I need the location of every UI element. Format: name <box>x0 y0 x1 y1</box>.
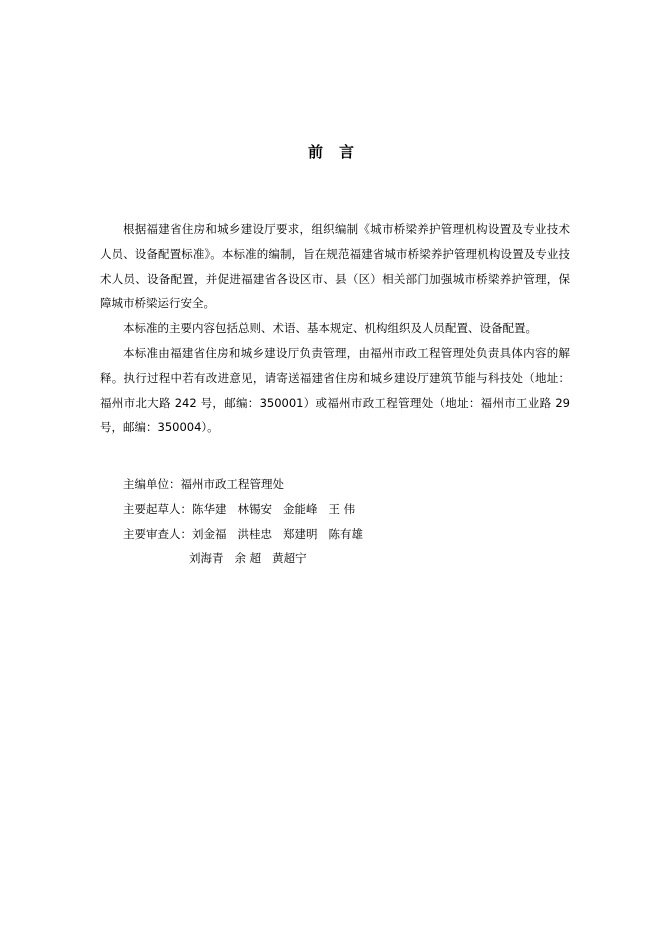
reviewer-name: 余 超 <box>234 551 262 566</box>
title-char-1: 前 <box>307 143 323 161</box>
reviewer-name: 陈有雄 <box>328 526 363 541</box>
title-char-2: 言 <box>339 143 355 161</box>
paragraph-1: 根据福建省住房和城乡建设厅要求，组织编制《城市桥梁养护管理机构设置及专业技术人员、设备配置标准》。本标准的编制，旨在规范福建省城市桥梁养护管理机构设置及专业技术人员、设备配置，并促进福建省各设区市、县（区）相关部门加强城市桥梁养护管理，保障城市桥梁运行安全。 <box>100 222 570 311</box>
preface-body <box>100 217 570 440</box>
reviewer-name: 郑建明 <box>283 526 318 541</box>
reviewer-name: 黄超宁 <box>272 551 307 566</box>
reviewer-name: 刘金福 <box>192 526 227 541</box>
drafter-name: 王 伟 <box>328 501 356 516</box>
reviewer-name: 刘海青 <box>189 551 224 566</box>
drafter-name: 金能峰 <box>283 501 318 516</box>
credits-block <box>123 472 374 571</box>
reviewers-label: 主要审查人： <box>123 526 192 541</box>
reviewers-row-continued <box>123 546 374 571</box>
paragraph-2: 本标准的主要内容包括总则、术语、基本规定、机构组织及人员配置、设备配置。 <box>123 321 537 336</box>
drafter-name: 林锡安 <box>237 501 272 516</box>
reviewer-name: 洪桂忠 <box>237 526 272 541</box>
drafters-label: 主要起草人： <box>123 501 192 516</box>
paragraph-3: 本标准由福建省住房和城乡建设厅负责管理，由福州市政工程管理处负责具体内容的解释。执行过程中若有改进意见，请寄送福建省住房和城乡建设厅建筑节能与科技处（地址：福州市北大路 242 号，邮编：350001）或福州市政工程管理处（地址：福州市工业路 29 号，邮编：350004）。 <box>100 345 570 435</box>
reviewers-row <box>123 522 374 547</box>
editor-unit-value: 福州市政工程管理处 <box>180 477 284 491</box>
editor-unit-label: 主编单位： <box>123 477 181 491</box>
drafters-row <box>123 497 374 522</box>
page-title <box>0 141 662 162</box>
drafter-name: 陈华建 <box>192 501 227 516</box>
editor-unit-row <box>123 472 374 497</box>
